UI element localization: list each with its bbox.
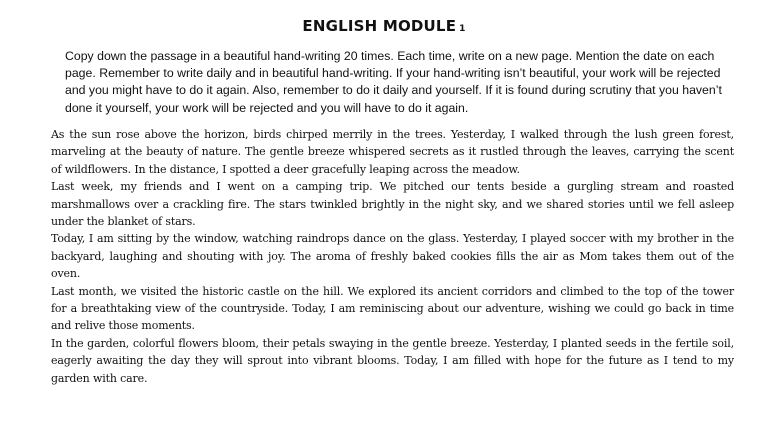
title-number: 1 bbox=[459, 24, 466, 34]
page-title bbox=[0, 16, 768, 39]
passage bbox=[51, 126, 734, 387]
passage-paragraph: In the garden, colorful flowers bloom, their petals swaying in the gentle breeze. Yesterday, I planted seeds in the fertile soil, eagerly awaiting the day they will sprout into vibrant blooms. Today, I am filled with hope for the future as I tend to my garden with care. bbox=[51, 336, 734, 385]
instructions-text: Copy down the passage in a beautiful hand-writing 20 times. Each time, write on a new page. Mention the date on each page. Remember to write daily and in beautiful hand-writing. If your hand-writing isn’t beautiful, your work will be rejected and you might have to do it again. Also, remember to do it daily and yourself. If it is found during scrutiny that you haven’t done it yourself, your work will be rejected and you will have to do it again. bbox=[65, 49, 722, 115]
passage-paragraph: As the sun rose above the horizon, birds chirped merrily in the trees. Yesterday, I walked through the lush green forest, marveling at the beauty of nature. The gentle breeze whispered secrets as it rustled through the leaves, carrying the scent of wildflowers. In the distance, I spotted a deer gracefully leaping across the meadow. bbox=[51, 128, 734, 176]
passage-paragraph: Last month, we visited the historic castle on the hill. We explored its ancient corridors and climbed to the top of the tower for a breathtaking view of the countryside. Today, I am reminiscing about our adventure, wishing we could go back in time and relive those moments. bbox=[51, 284, 734, 333]
passage-paragraph: Last week, my friends and I went on a camping trip. We pitched our tents beside a gurgling stream and roasted marshmallows over a crackling fire. The stars twinkled brightly in the night sky, and we shared stories until we fell asleep under the blanket of stars. bbox=[51, 180, 734, 229]
title-text: ENGLISH MODULE bbox=[302, 17, 457, 35]
passage-paragraph: Today, I am sitting by the window, watching raindrops dance on the glass. Yesterday, I played soccer with my brother in the backyard, laughing and shouting with joy. The aroma of freshly baked cookies fills the air as Mom takes them out of the oven. bbox=[51, 232, 734, 281]
